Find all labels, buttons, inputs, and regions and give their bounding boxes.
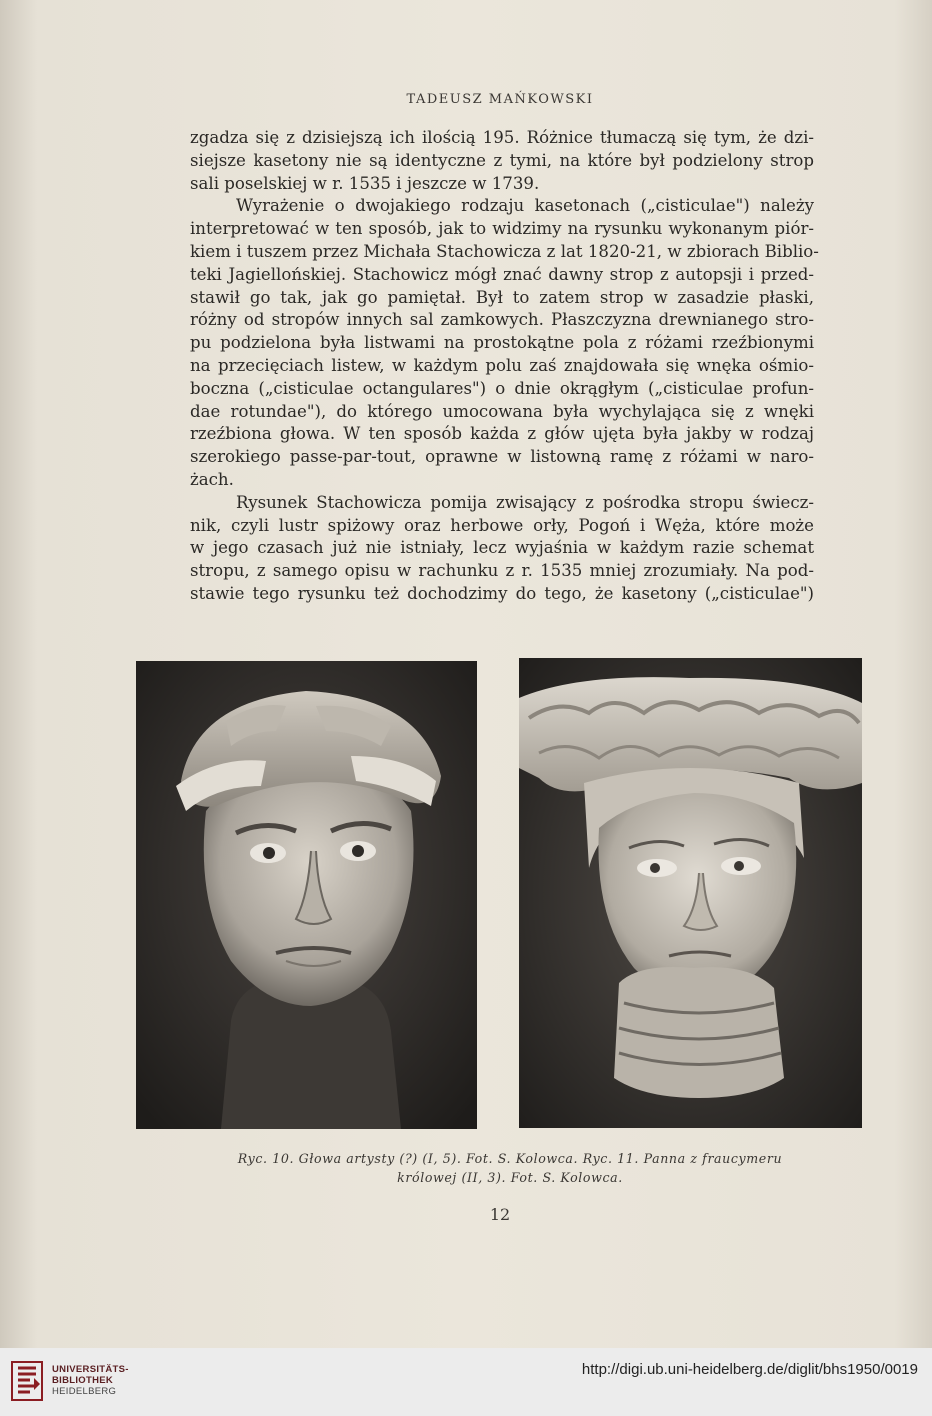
text-line: teki Jagiellońskiej. Stachowicz mógł znać dawny strop z autopsji i przed- (190, 264, 814, 284)
digitization-footer (0, 1348, 932, 1416)
female-head-illustration (519, 658, 862, 1128)
body-text (190, 127, 819, 606)
text-line: na przecięciach listew, w każdym polu zaś znajdowała się wnęka ośmio- (190, 355, 814, 375)
permalink-url[interactable]: http://digi.ub.uni-heidelberg.de/diglit/bhs1950/0019 (581, 1361, 918, 1378)
text-line: nik, czyli lustr spiżowy oraz herbowe orły, Pogoń i Węża, które może (190, 515, 814, 535)
text-line: stawie tego rysunku też dochodzimy do tego, że kasetony („cisticulae") (190, 583, 814, 603)
running-head: TADEUSZ MAŃKOWSKI (406, 92, 594, 107)
text-line: zgadza się z dzisiejszą ich ilością 195. Różnice tłumaczą się tym, że dzi- (190, 128, 814, 147)
text-line: Rysunek Stachowicza pomija zwisający z pośrodka stropu świecz- (236, 492, 814, 512)
text-line: różny od stropów innych sal zamkowych. Płaszczyzna drewnianego stro- (190, 310, 814, 330)
male-head-illustration (136, 661, 477, 1129)
figure-caption-line-2: królowej (II, 3). Fot. S. Kolowca. (397, 1170, 623, 1185)
logo-text-line-3: HEIDELBERG (52, 1386, 117, 1397)
university-library-logo-icon[interactable] (10, 1360, 44, 1402)
text-line: interpretować w ten sposób, jak to widzimy na rysunku wykonanym piór- (190, 219, 814, 239)
logo-text-line-2: BIBLIOTHEK (52, 1375, 114, 1386)
figure-caption-line-1: Ryc. 10. Głowa artysty (?) (I, 5). Fot. S. Kolowca. Ryc. 11. Panna z fraucymeru (237, 1151, 783, 1166)
text-line: w jego czasach już nie istniały, lecz wyjaśnia w każdym razie schemat (190, 538, 814, 558)
text-line: stawił go tak, jak go pamiętał. Był to zatem strop w zasadzie płaski, (190, 287, 814, 307)
figure-female-head-photo (519, 658, 862, 1128)
text-line: boczna („cisticulae octangulares") o dnie okrągłym („cisticulae profun- (190, 378, 814, 398)
text-line: sali poselskiej w r. 1535 i jeszcze w 1739. (190, 173, 540, 193)
text-line: żach. (190, 469, 234, 489)
text-line: rzeźbiona głowa. W ten sposób każda z głów ujęta była jakby w rodzaj (190, 424, 814, 444)
text-line: stropu, z samego opisu w rachunku z r. 1535 mniej zrozumiały. Na pod- (190, 561, 814, 581)
figure-male-head-photo (136, 661, 477, 1129)
page-number: 12 (489, 1205, 511, 1224)
text-line: kiem i tuszem przez Michała Stachowicza z lat 1820-21, w zbiorach Biblio- (190, 241, 819, 261)
text-line: pu podzielona była listwami na prostokątne pola z różami rzeźbionymi (190, 333, 814, 353)
text-line: szerokiego passe-par-tout, oprawne w listowną ramę z różami w naro- (190, 447, 814, 467)
text-line: siejsze kasetony nie są identyczne z tymi, na które był podzielony strop (190, 150, 814, 170)
text-line: Wyrażenie o dwojakiego rodzaju kasetonach („cisticulae") należy (236, 196, 814, 216)
text-line: dae rotundae"), do którego umocowana była wychylająca się z wnęki (190, 401, 814, 421)
logo-text-line-1: UNIVERSITÄTS- (52, 1364, 129, 1375)
